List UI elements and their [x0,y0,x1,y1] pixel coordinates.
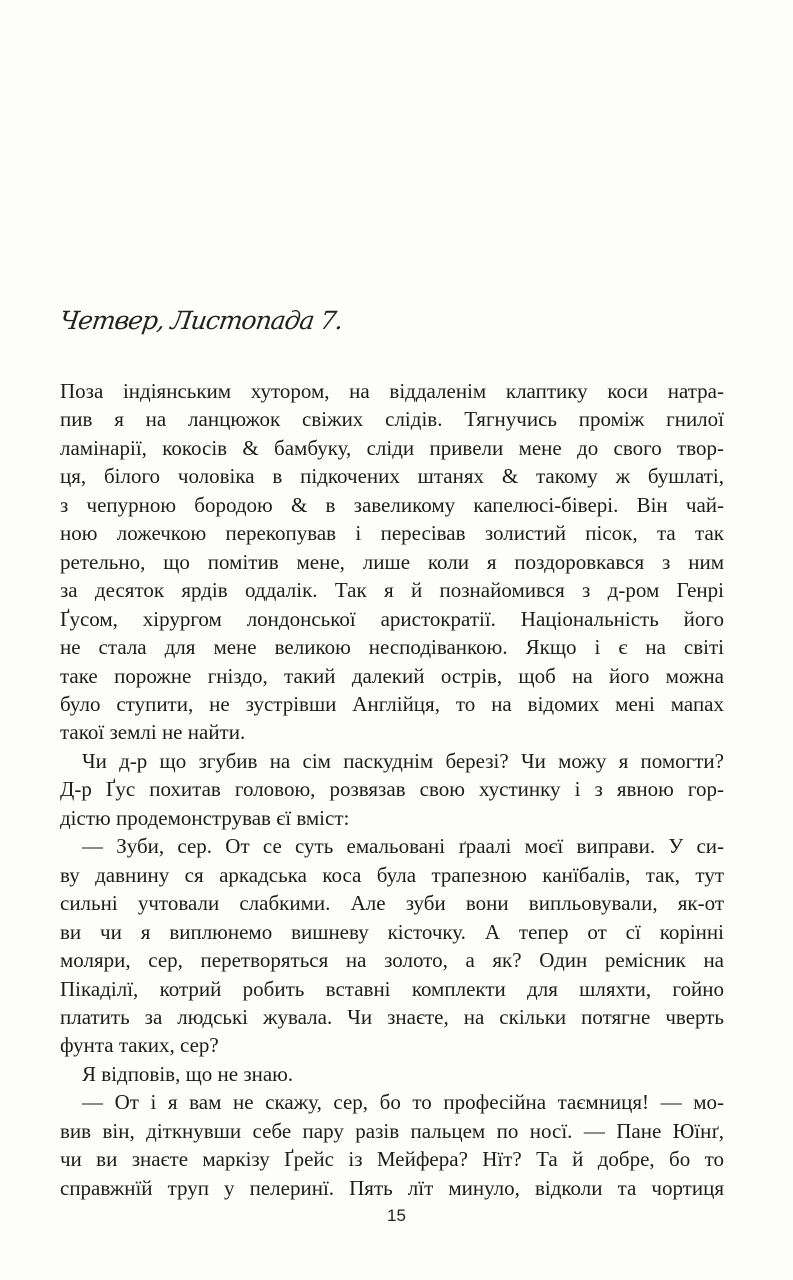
text-line: чи ви знаєте маркізу Ґрейс із Мейфера? Нїт? Та й добре, бо то [60,1147,724,1172]
text-line: — От і я вам не скажу, сер, бо то професійна таємниця! — мо- [82,1090,724,1115]
text-line: моляри, сер, перетворяться на золото, а як? Один ремісник на [60,948,724,973]
text-line: з чепурною бородою & в завеликому капелюсі-бівері. Він чай- [60,492,724,517]
text-line: справжнїй труп у пелеринї. Пять лїт минуло, відколи та чортиця [60,1175,724,1200]
page-number: 15 [387,1206,406,1225]
text-line: за десяток ярдів оддалік. Так я й познайомився з д-ром Генрі [60,578,724,603]
diary-entry-heading: Четвер, Листопада 7. [57,306,345,335]
text-line: такої землі не найти. [60,720,246,745]
text-line: ву давнину ся аркадська коса була трапезною канїбалів, так, тут [60,862,724,887]
text-line: фунта таких, сер? [60,1033,219,1058]
text-line: Д-р Ґус похитав головою, розвязав свою хустинку і з явною гор- [60,777,724,802]
text-line: Пікаділї, котрий робить вставні комплекти для шляхти, гойно [60,976,724,1001]
text-line: ламінарії, кокосів & бамбуку, сліди привели мене до свого твор- [60,435,724,460]
text-line: платить за людські жувала. Чи знаєте, на скільки потягне чверть [60,1004,724,1029]
text-line: ця, білого чоловіка в підкочених штанях & такому ж бушлаті, [60,464,724,489]
text-line: Ґусом, хірургом лондонської аристократії. Національність його [60,606,724,631]
text-line: сильні учтовали слабкими. Але зуби вони випльовували, як-от [60,891,724,916]
text-line: дістю продемонстрував єї вміст: [60,805,350,830]
text-line: було ступити, не зустрівши Англійця, то на відомих мені мапах [60,691,724,716]
text-line: ретельно, що помітив мене, лише коли я поздоровкався з ним [60,549,724,574]
text-line: ною ложечкою перекопував і пересівав золистий пісок, та так [60,521,724,546]
text-line: пив я на ланцюжок свіжих слідів. Тягнучись проміж гнилої [60,407,724,432]
text-line: ви чи я виплюнемо вишневу кісточку. А тепер от сї корінні [60,919,724,944]
text-line: вив він, діткнувши себе пару разів пальцем по носї. — Пане Юїнґ, [60,1118,724,1143]
text-line: Поза індіянським хутором, на віддаленім клаптику коси натра- [60,379,724,403]
text-line: таке порожне гніздо, такий далекий острів, щоб на його можна [60,663,724,688]
text-line: Я відповів, що не знаю. [82,1061,294,1086]
text-line: — Зуби, сер. От се суть емальовані ґраалі моєї виправи. У си- [82,834,724,859]
text-line: не стала для мене великою несподіванкою. Якщо і є на світі [60,635,724,660]
body-text [60,377,724,1202]
text-line: Чи д-р що згубив на сім паскуднім березі? Чи можу я помогти? [82,748,724,773]
